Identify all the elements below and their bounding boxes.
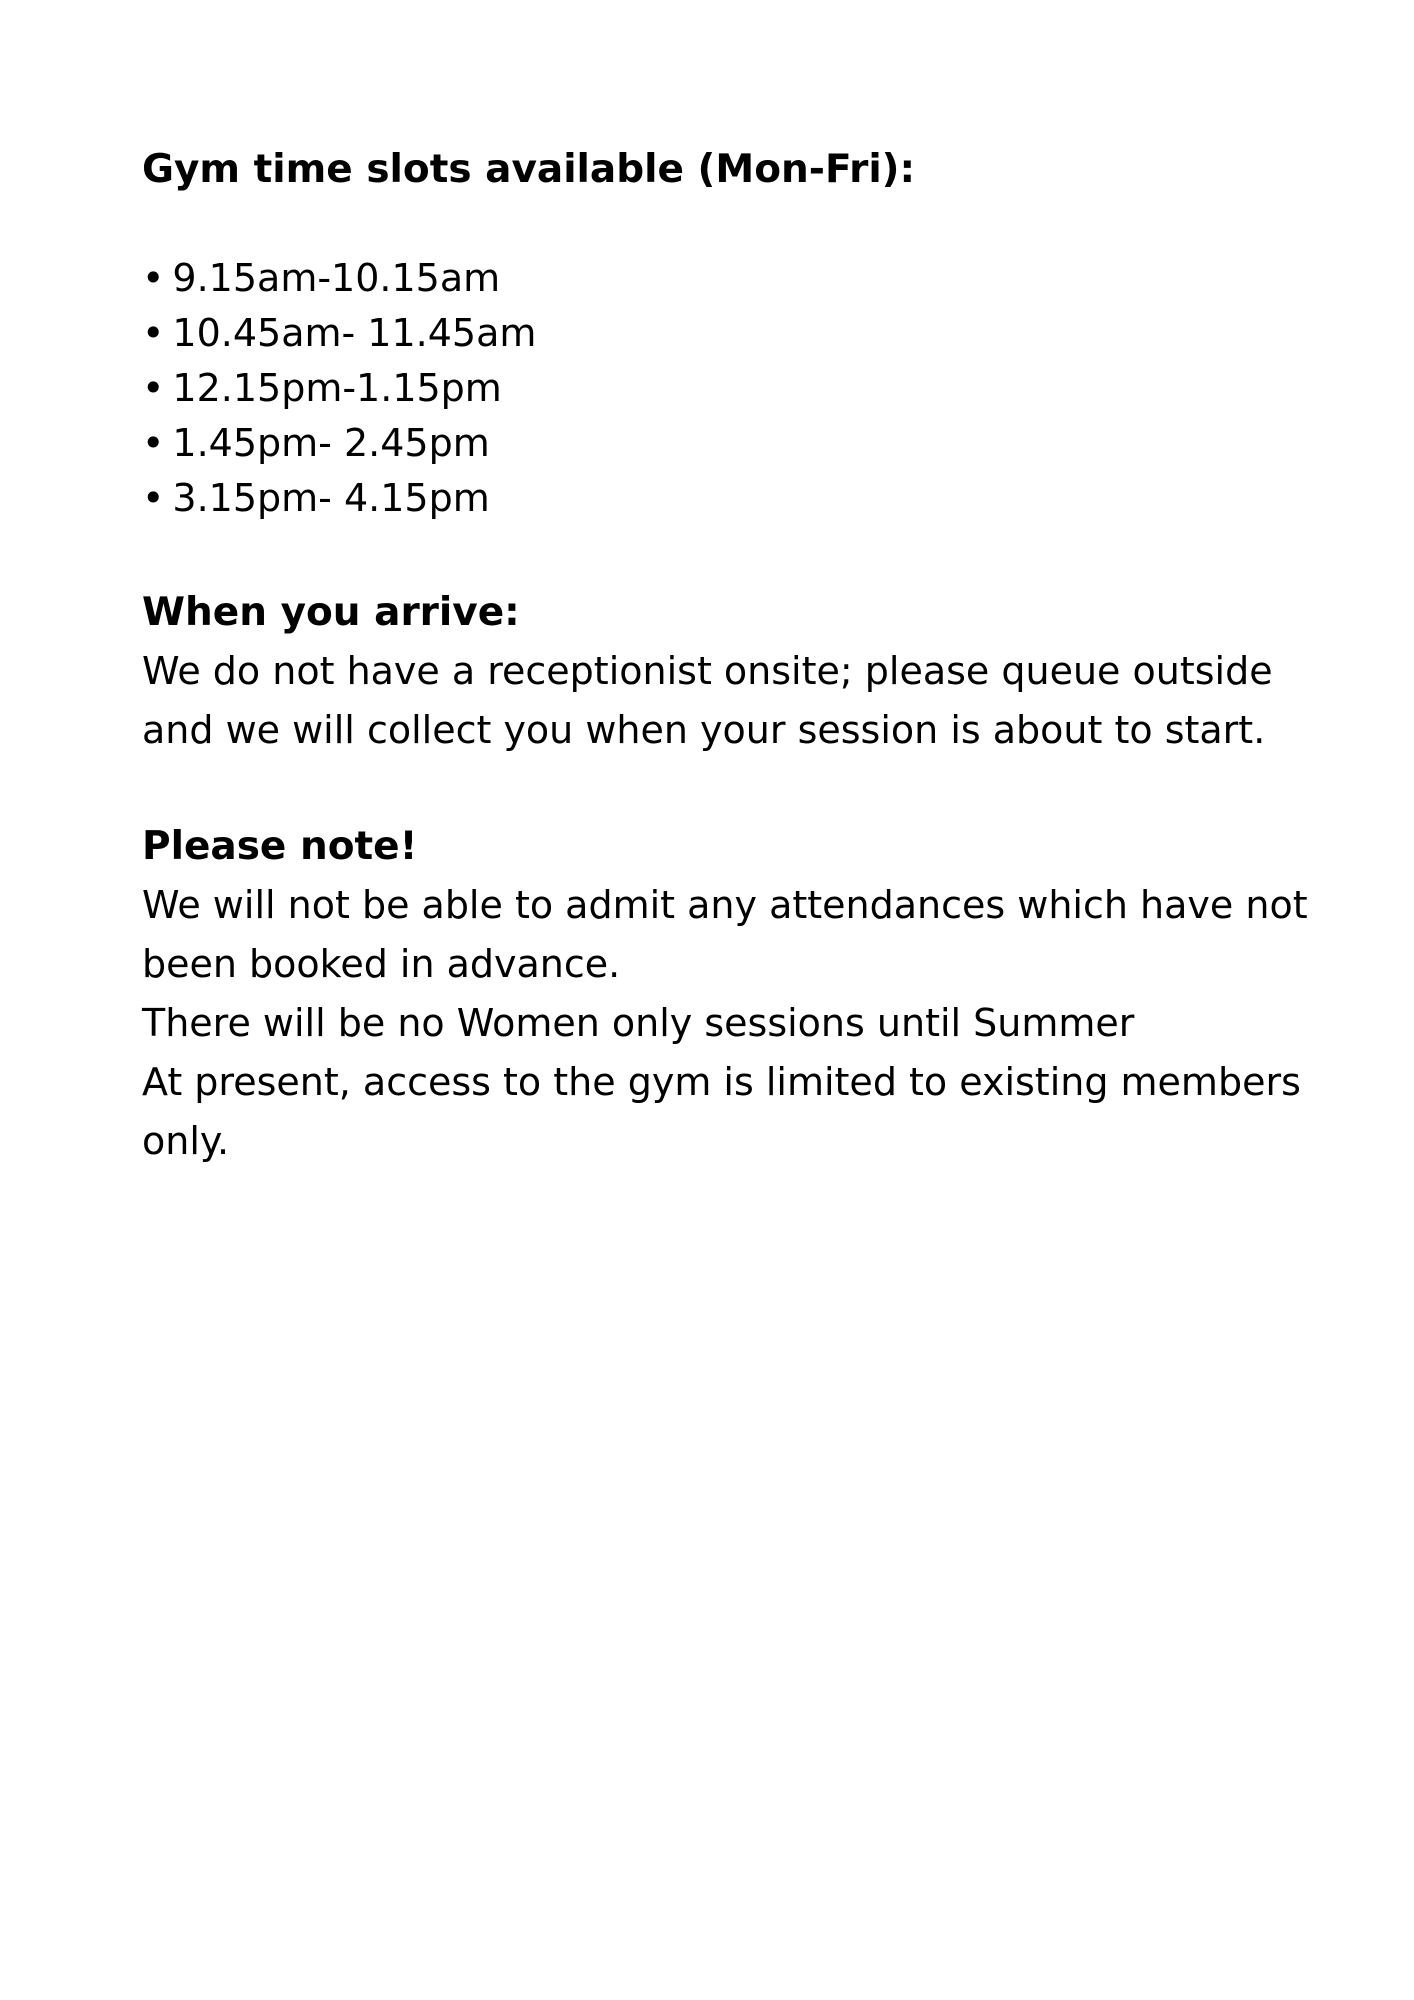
arrival-line: We do not have a receptionist onsite; please queue outside <box>142 649 1273 693</box>
bullet-icon: • <box>142 476 165 520</box>
time-slot-list <box>142 251 1322 526</box>
note-line: been booked in advance. <box>142 942 621 986</box>
time-slot: 3.15pm- 4.15pm <box>172 476 490 520</box>
bullet-icon: • <box>142 311 165 355</box>
arrival-section <box>142 583 1322 760</box>
list-item <box>142 416 1322 471</box>
time-slot: 12.15pm-1.15pm <box>172 366 502 410</box>
document-body <box>142 140 1322 1171</box>
note-heading: Please note! <box>142 824 418 869</box>
list-item <box>142 251 1322 306</box>
bullet-icon: • <box>142 366 165 410</box>
note-section <box>142 817 1322 1171</box>
note-line: There will be no Women only sessions until Summer <box>142 1001 1135 1045</box>
time-slot: 10.45am- 11.45am <box>172 311 537 355</box>
slots-heading: Gym time slots available (Mon-Fri): <box>142 147 916 192</box>
time-slot: 1.45pm- 2.45pm <box>172 421 490 465</box>
note-line: At present, access to the gym is limited to existing members <box>142 1060 1301 1104</box>
list-item <box>142 471 1322 526</box>
list-item <box>142 306 1322 361</box>
arrival-line: and we will collect you when your session is about to start. <box>142 708 1266 752</box>
note-line: only. <box>142 1119 230 1163</box>
list-item <box>142 361 1322 416</box>
note-line: We will not be able to admit any attendances which have not <box>142 883 1308 927</box>
arrival-heading: When you arrive: <box>142 590 520 635</box>
bullet-icon: • <box>142 421 165 465</box>
bullet-icon: • <box>142 256 165 300</box>
time-slot: 9.15am-10.15am <box>172 256 501 300</box>
